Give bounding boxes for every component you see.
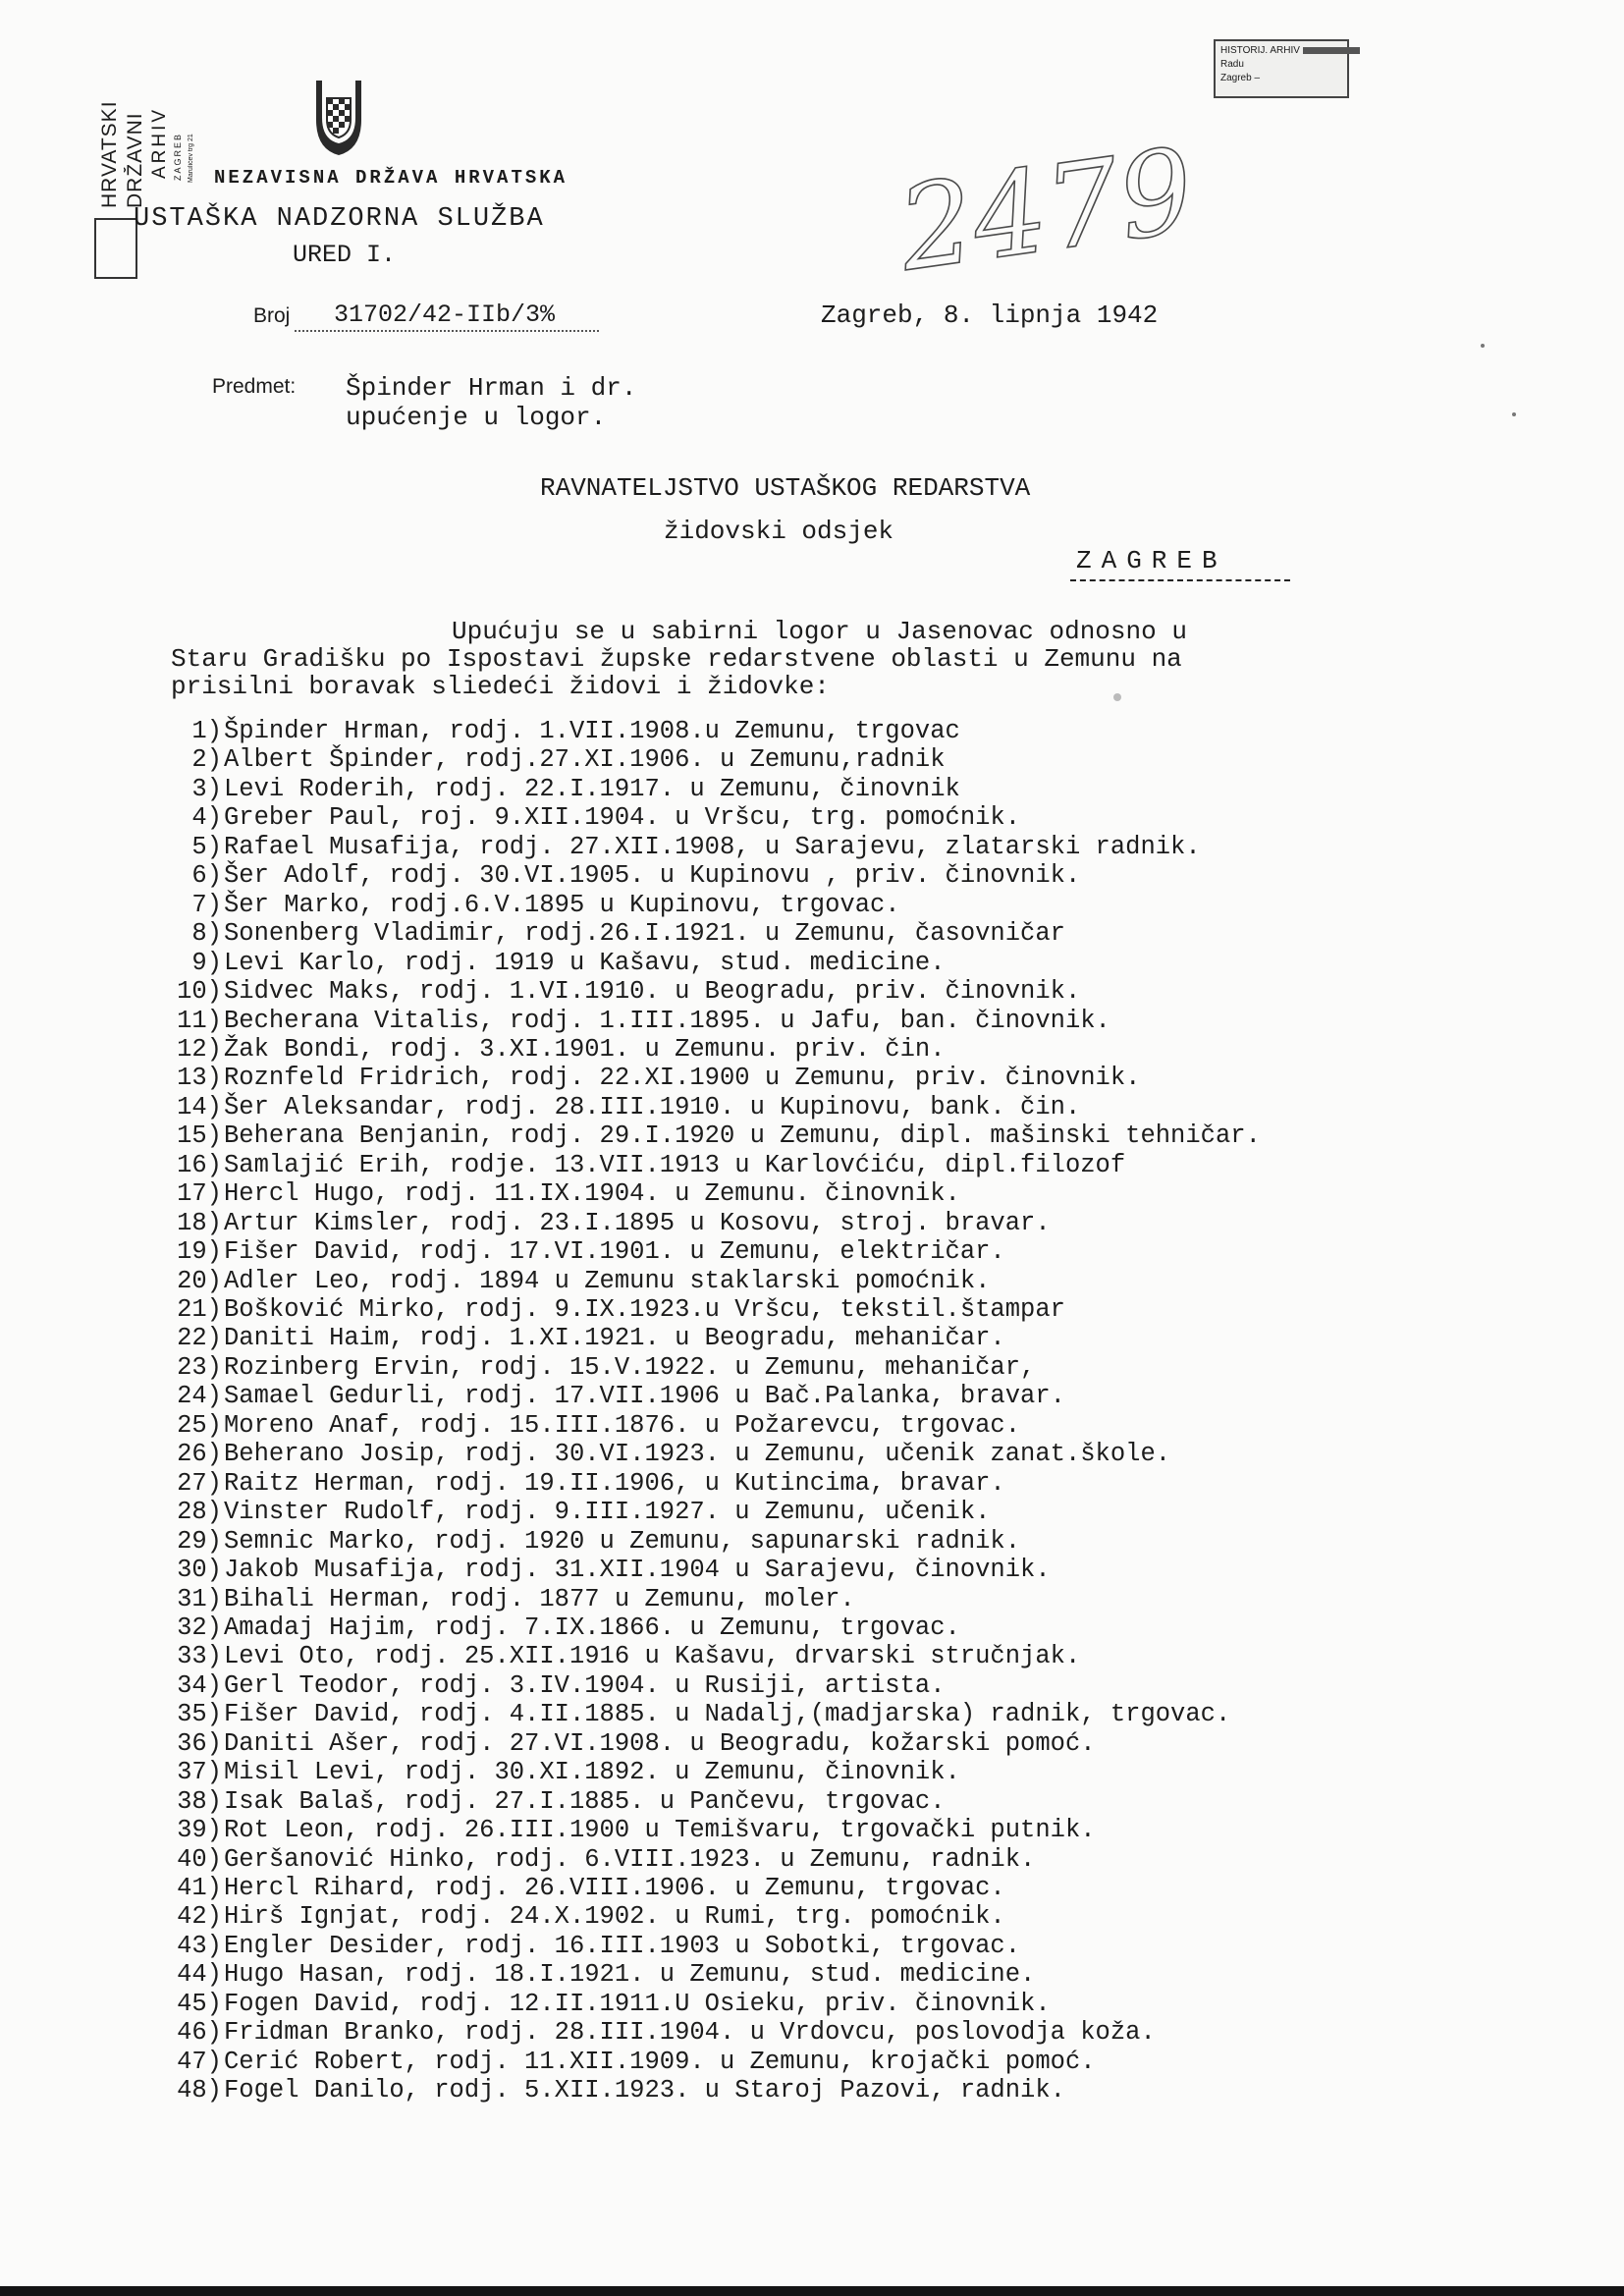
list-item-number: 30)	[177, 1556, 222, 1585]
list-item-number: 2)	[191, 745, 222, 775]
list-item	[165, 1729, 1096, 1758]
list-item	[165, 1035, 946, 1064]
list-item-text: Bihali Herman, rodj. 1877 u Zemunu, moler.	[224, 1584, 855, 1613]
list-item-number: 32)	[177, 1613, 222, 1642]
list-item	[165, 1671, 946, 1700]
scan-speck	[1113, 693, 1121, 701]
list-item-number: 33)	[177, 1642, 222, 1671]
list-item-text: Sonenberg Vladimir, rodj.26.I.1921. u Zemunu, časovničar	[224, 919, 1065, 949]
list-item-text: Levi Oto, rodj. 25.XII.1916 u Kašavu, drvarski stručnjak.	[224, 1642, 1081, 1671]
list-item-number: 41)	[177, 1874, 222, 1902]
list-item-number: 8)	[191, 919, 222, 949]
received-stamp-line3: Zagreb –	[1220, 73, 1261, 83]
list-item	[165, 1295, 1065, 1324]
letterhead-office: URED I.	[293, 241, 397, 269]
list-item-text: Geršanović Hinko, rodj. 6.VIII.1923. u Zemunu, radnik.	[224, 1844, 1036, 1874]
list-item	[165, 1990, 1051, 2018]
list-item	[165, 1556, 1051, 1584]
intro-line-2: Staru Gradišku po Ispostavi župske redarstvene oblasti u Zemunu na	[171, 644, 1182, 674]
list-item-number: 23)	[177, 1352, 222, 1382]
list-item-number: 7)	[191, 890, 222, 919]
list-item-text: Hirš Ignjat, rodj. 24.X.1902. u Rumi, trg. pomoćnik.	[224, 1902, 1005, 1932]
list-item	[165, 1874, 1005, 1902]
list-item	[165, 891, 900, 919]
list-item	[165, 919, 1065, 948]
archive-stamp-small: Marulićev trg 21	[188, 134, 194, 183]
received-stamp-line2: Radu	[1220, 59, 1244, 70]
list-item	[165, 1845, 1035, 1874]
list-item-number: 3)	[191, 774, 222, 803]
subject-label: Predmet:	[212, 375, 297, 398]
place-date: Zagreb, 8. lipnja 1942	[821, 301, 1159, 330]
list-item	[165, 1816, 1096, 1844]
list-item-text: Becherana Vitalis, rodj. 1.III.1895. u Jafu, ban. činovnik.	[224, 1006, 1110, 1035]
recipient-line-1: RAVNATELJSTVO USTAŠKOG REDARSTVA	[540, 473, 1031, 503]
list-item	[165, 833, 1201, 861]
list-item-text: Špinder Hrman, rodj. 1.VII.1908.u Zemunu, trgovac	[224, 717, 960, 745]
list-item-text: Misil Levi, rodj. 30.XI.1892. u Zemunu, činovnik.	[224, 1758, 960, 1787]
list-item	[165, 949, 946, 977]
recipient-city: ZAGREB	[1076, 546, 1227, 575]
scan-speck	[1512, 412, 1516, 416]
list-item-text: Isak Balaš, rodj. 27.I.1885. u Pančevu, trgovac.	[224, 1786, 946, 1816]
list-item	[165, 1642, 1080, 1670]
list-item-number: 22)	[177, 1324, 222, 1353]
archive-stamp-box	[94, 218, 137, 279]
list-item-text: Sidvec Maks, rodj. 1.VI.1910. u Beogradu, priv. činovnik.	[224, 977, 1081, 1007]
list-item	[165, 1267, 990, 1295]
list-item-number: 10)	[177, 977, 222, 1007]
list-item-text: Greber Paul, roj. 9.XII.1904. u Vršcu, trg. pomoćnik.	[224, 803, 1021, 833]
list-item-number: 45)	[177, 1989, 222, 2018]
list-item-number: 21)	[177, 1295, 222, 1324]
intro-line-3: prisilni boravak sliedeći židovi i židovke:	[171, 672, 830, 701]
list-item-text: Jakob Musafija, rodj. 31.XII.1904 u Sarajevu, činovnik.	[224, 1556, 1051, 1585]
scan-speck	[1481, 344, 1485, 348]
list-item	[165, 977, 1080, 1006]
list-item-text: Beherana Benjanin, rodj. 29.I.1920 u Zemunu, dipl. mašinski tehničar.	[224, 1121, 1261, 1151]
list-item	[165, 1902, 1005, 1931]
list-item-number: 28)	[177, 1498, 222, 1527]
list-item-number: 25)	[177, 1410, 222, 1440]
list-item-text: Albert Špinder, rodj.27.XI.1906. u Zemunu,radnik	[224, 745, 946, 775]
list-item-text: Hercl Hugo, rodj. 11.IX.1904. u Zemunu. činovnik.	[224, 1179, 960, 1209]
subject-line-2: upućenje u logor.	[346, 403, 607, 432]
list-item-text: Rozinberg Ervin, rodj. 15.V.1922. u Zemunu, mehaničar,	[224, 1352, 1036, 1382]
list-item-number: 37)	[177, 1758, 222, 1787]
list-item-text: Šer Adolf, rodj. 30.VI.1905. u Kupinovu , priv. činovnik.	[224, 861, 1081, 891]
list-item-text: Amadaj Hajim, rodj. 7.IX.1866. u Zemunu, trgovac.	[224, 1613, 960, 1642]
list-item	[165, 1758, 960, 1786]
list-item	[165, 1411, 1020, 1440]
list-item	[165, 2018, 1156, 2047]
recipient-city-underline	[1070, 579, 1290, 581]
list-item-number: 20)	[177, 1266, 222, 1295]
list-item	[165, 803, 1020, 832]
list-item-text: Rot Leon, rodj. 26.III.1900 u Temišvaru, trgovački putnik.	[224, 1816, 1096, 1845]
list-item	[165, 1932, 1020, 1960]
list-item-number: 48)	[177, 2076, 222, 2105]
list-item-text: Fišer David, rodj. 4.II.1885. u Nadalj,(madjarska) radnik, trgovac.	[224, 1700, 1231, 1729]
list-item-number: 11)	[177, 1006, 222, 1035]
list-item-number: 43)	[177, 1931, 222, 1960]
list-item-text: Samael Gedurli, rodj. 17.VII.1906 u Bač.Palanka, bravar.	[224, 1382, 1065, 1411]
list-item-text: Bošković Mirko, rodj. 9.IX.1923.u Vršcu, tekstil.štampar	[224, 1295, 1065, 1324]
list-item-number: 4)	[191, 803, 222, 833]
received-stamp-line1: HISTORIJ. ARHIV	[1220, 44, 1342, 58]
list-item	[165, 1237, 1005, 1266]
list-item	[165, 1064, 1140, 1092]
list-item-text: Raitz Herman, rodj. 19.II.1906, u Kutincima, bravar.	[224, 1468, 1005, 1498]
list-item	[165, 1179, 960, 1208]
list-item-number: 39)	[177, 1816, 222, 1845]
list-item	[165, 775, 960, 803]
list-item-number: 42)	[177, 1902, 222, 1932]
list-item	[165, 1151, 1125, 1179]
list-item-number: 36)	[177, 1728, 222, 1758]
list-item-text: Samlajić Erih, rodje. 13.VII.1913 u Karlovćiću, dipl.filozof	[224, 1150, 1126, 1179]
list-item	[165, 2048, 1096, 2076]
list-item-number: 9)	[191, 948, 222, 977]
list-item	[165, 1585, 855, 1613]
intro-line-1: Upućuju se u sabirni logor u Jasenovac odnosno u	[452, 617, 1187, 646]
list-item-text: Semnic Marko, rodj. 1920 u Zemunu, sapunarski radnik.	[224, 1526, 1021, 1556]
list-item-text: Engler Desider, rodj. 16.III.1903 u Sobotki, trgovac.	[224, 1931, 1021, 1960]
list-item-number: 31)	[177, 1584, 222, 1613]
list-item	[165, 1498, 990, 1526]
subject-line-1: Špinder Hrman i dr.	[346, 373, 637, 403]
archive-stamp-line3: ARHIV	[149, 106, 170, 179]
list-item	[165, 1093, 1080, 1121]
list-item-number: 40)	[177, 1844, 222, 1874]
list-item-number: 34)	[177, 1670, 222, 1700]
list-item	[165, 1121, 1261, 1150]
received-stamp	[1214, 39, 1349, 98]
list-item	[165, 1527, 1020, 1556]
list-item-text: Levi Roderih, rodj. 22.I.1917. u Zemunu, činovnik	[224, 774, 960, 803]
list-item	[165, 1382, 1065, 1410]
list-item-text: Daniti Haim, rodj. 1.XI.1921. u Beogradu, mehaničar.	[224, 1324, 1005, 1353]
letterhead-state: NEZAVISNA DRŽAVA HRVATSKA	[214, 167, 568, 189]
list-item-number: 44)	[177, 1960, 222, 1990]
list-item	[165, 717, 960, 745]
list-item	[165, 1324, 1005, 1352]
list-item-text: Šer Aleksandar, rodj. 28.III.1910. u Kupinovu, bank. čin.	[224, 1092, 1081, 1121]
reference-dotted-line	[295, 330, 599, 332]
list-item-text: Hugo Hasan, rodj. 18.I.1921. u Zemunu, stud. medicine.	[224, 1960, 1036, 1990]
list-item-number: 6)	[191, 861, 222, 891]
list-item	[165, 745, 946, 774]
list-item-text: Fišer David, rodj. 17.VI.1901. u Zemunu, električar.	[224, 1237, 1005, 1267]
recipient-line-2: židovski odsjek	[664, 517, 894, 546]
list-item-text: Gerl Teodor, rodj. 3.IV.1904. u Rusiji, artista.	[224, 1670, 946, 1700]
list-item-text: Daniti Ašer, rodj. 27.VI.1908. u Beogradu, kožarski pomoć.	[224, 1728, 1096, 1758]
list-item-text: Adler Leo, rodj. 1894 u Zemunu staklarski pomoćnik.	[224, 1266, 991, 1295]
list-item	[165, 1440, 1170, 1468]
list-item-text: Roznfeld Fridrich, rodj. 22.XI.1900 u Zemunu, priv. činovnik.	[224, 1064, 1141, 1093]
list-item-text: Vinster Rudolf, rodj. 9.III.1927. u Zemunu, učenik.	[224, 1498, 991, 1527]
list-item-number: 17)	[177, 1179, 222, 1209]
list-item	[165, 1700, 1230, 1728]
reference-number: 31702/42-IIb/3%	[334, 301, 556, 329]
list-item	[165, 861, 1080, 890]
list-item-number: 12)	[177, 1034, 222, 1064]
list-item-number: 15)	[177, 1121, 222, 1151]
list-item-number: 1)	[191, 717, 222, 745]
list-item	[165, 1353, 1035, 1382]
list-item-text: Žak Bondi, rodj. 3.XI.1901. u Zemunu. priv. čin.	[224, 1034, 946, 1064]
list-item-number: 47)	[177, 2047, 222, 2076]
archive-stamp-line1: HRVATSKI	[98, 100, 121, 208]
list-item-number: 26)	[177, 1440, 222, 1469]
list-item	[165, 1787, 946, 1816]
list-item-text: Cerić Robert, rodj. 11.XII.1909. u Zemunu, krojački pomoć.	[224, 2047, 1096, 2076]
list-item-text: Artur Kimsler, rodj. 23.I.1895 u Kosovu, stroj. bravar.	[224, 1208, 1051, 1237]
list-item-text: Levi Karlo, rodj. 1919 u Kašavu, stud. medicine.	[224, 948, 946, 977]
list-item-number: 29)	[177, 1526, 222, 1556]
archive-stamp-line2: DRŽAVNI	[124, 112, 146, 208]
list-item	[165, 1007, 1110, 1035]
list-item-text: Fridman Branko, rodj. 28.III.1904. u Vrdovcu, poslovodja koža.	[224, 2018, 1156, 2048]
letterhead-service: USTAŠKA NADZORNA SLUŽBA	[134, 204, 545, 234]
list-item-number: 35)	[177, 1700, 222, 1729]
list-item-text: Beherano Josip, rodj. 30.VI.1923. u Zemunu, učenik zanat.škole.	[224, 1440, 1171, 1469]
list-item-text: Fogel Danilo, rodj. 5.XII.1923. u Staroj Pazovi, radnik.	[224, 2076, 1065, 2105]
handwritten-number	[890, 122, 1202, 298]
list-item-number: 14)	[177, 1092, 222, 1121]
list-item	[165, 1209, 1051, 1237]
list-item-text: Rafael Musafija, rodj. 27.XII.1908, u Sarajevu, zlatarski radnik.	[224, 832, 1201, 861]
list-item	[165, 2076, 1065, 2105]
list-item-number: 46)	[177, 2018, 222, 2048]
coat-of-arms-icon	[310, 79, 367, 159]
svg-text:2479: 2479	[891, 122, 1202, 298]
list-item	[165, 1469, 1005, 1498]
list-item-number: 38)	[177, 1786, 222, 1816]
list-item-number: 24)	[177, 1382, 222, 1411]
list-item-number: 13)	[177, 1064, 222, 1093]
reference-label: Broj	[253, 304, 291, 327]
list-item-number: 19)	[177, 1237, 222, 1267]
scan-bottom-edge	[0, 2286, 1624, 2296]
list-item	[165, 1960, 1035, 1989]
list-item	[165, 1613, 960, 1642]
list-item-number: 16)	[177, 1150, 222, 1179]
list-item-number: 18)	[177, 1208, 222, 1237]
list-item-text: Šer Marko, rodj.6.V.1895 u Kupinovu, trgovac.	[224, 890, 900, 919]
archive-stamp-line4: ZAGREB	[173, 132, 183, 181]
list-item-text: Moreno Anaf, rodj. 15.III.1876. u Požarevcu, trgovac.	[224, 1410, 1021, 1440]
list-item-text: Fogen David, rodj. 12.II.1911.U Osieku, priv. činovnik.	[224, 1989, 1051, 2018]
list-item-number: 27)	[177, 1468, 222, 1498]
list-item-text: Hercl Rihard, rodj. 26.VIII.1906. u Zemunu, trgovac.	[224, 1874, 1005, 1902]
list-item-number: 5)	[191, 832, 222, 861]
